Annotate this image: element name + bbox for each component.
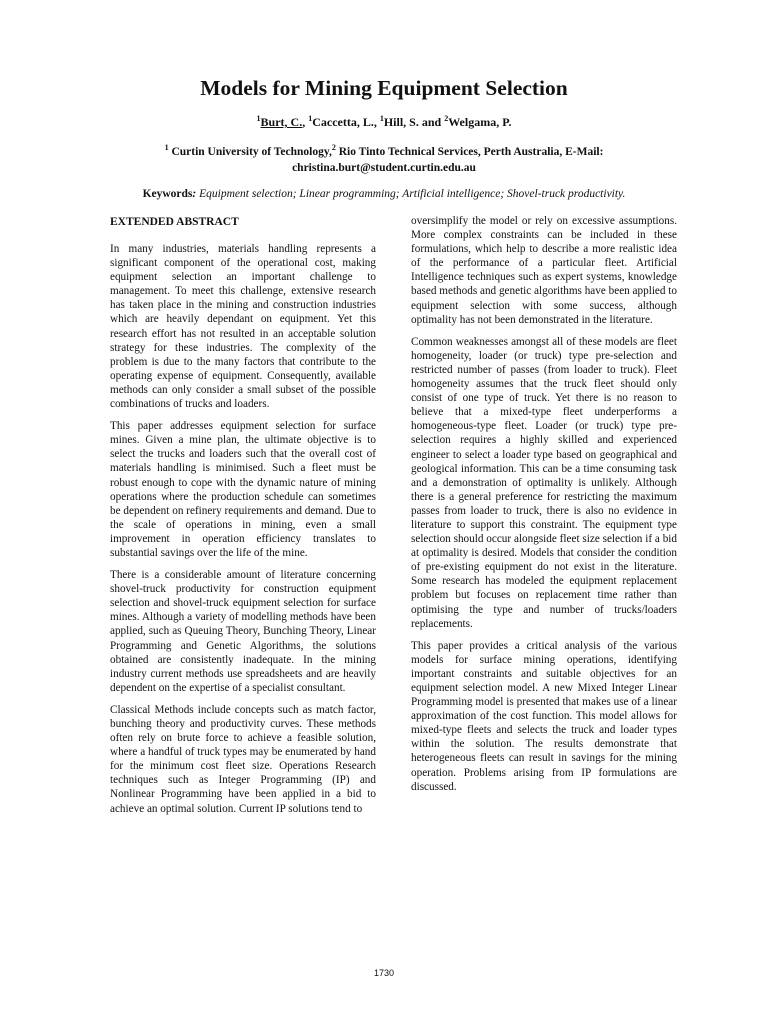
author-email: christina.burt@student.curtin.edu.au	[292, 162, 476, 174]
paragraph: Common weaknesses amongst all of these models are fleet homogeneity, loader (or truck) type pre-selection and restricted number of passes (from loader to truck). Fleet homogeneity assumes that the truck fleet should only consist of one type of truck. Yet there is no reason to believe that a mixed-type fleet underperforms a homogeneous-type fleet. Loader (or truck) type pre-selection requires a highly skilled and experienced engineer to select a loader type based on geographical and geological information. This can be a time consuming task and a demonstration of optimality is unlikely. Although there is a general preference for restricting the maximum passes from loader to truck, there is also no evidence in literature to support this constraint. The equipment type selection should occur alongside fleet size selection if a bid at optimality is desired. Models that consider the condition of pre-existing equipment do not exist in the literature. Some research has modeled the equipment replacement problem but focuses on replacement time rather than optimising the type and number of trucks/loaders replacements.	[411, 335, 677, 630]
author-list	[0, 113, 768, 131]
paragraph: This paper provides a critical analysis of the various models for surface mining operations, identifying important constraints and suitable objectives for an equipment selection model. A new Mixed Integer Linear Programming model is presented that makes use of a linear approximation of the cost function. This model allows for mixed-type fleets and selects the truck and loader types within the solution. The results demonstrate that heterogeneous fleets can result in savings for the mining operation. Problems arising from IP formulations are discussed.	[411, 639, 677, 793]
keywords-text: Equipment selection; Linear programming; Artificial intelligence; Shovel-truck productivity.	[196, 188, 626, 200]
paragraph: oversimplify the model or rely on excessive assumptions. More complex constraints can be included in these formulations, which help to describe a more realistic idea of the performance of a particular fleet. Artificial Intelligence techniques such as expert systems, knowledge based methods and genetic algorithms have been applied to equipment selection with some success, although optimality has not been demonstrated in the literature.	[411, 215, 677, 326]
left-column	[110, 214, 376, 824]
author-1: $^1$Burt, C.,	[256, 114, 309, 129]
page-number: 1730	[373, 968, 395, 978]
paper-title: Models for Mining Equipment Selection	[200, 76, 568, 100]
affiliation: $^1$ Curtin University of Technology,$^2$ Rio Tinto Technical Services, Perth Australia, E-Mail: christina.burt@student.curtin.edu.au	[164, 143, 604, 174]
right-column	[411, 214, 677, 802]
author-4: $^2$Welgama, P.	[444, 114, 512, 129]
keywords-label: Keywords	[142, 188, 193, 200]
author-3: $^1$Hill, S. and	[379, 114, 445, 129]
paragraph: This paper addresses equipment selection for surface mines. Given a mine plan, the ultimate objective is to select the trucks and loaders such that the overall cost of materials handling is minimised. Such a fleet must be robust enough to cope with the dynamic nature of mining operations where the production schedule can sometimes be dependent on refinery requirements and demand. Due to the scale of operations in mining, even a small improvement in operation efficiency translates to substantial savings over the life of the mine.	[110, 420, 376, 559]
paragraph: In many industries, materials handling represents a significant component of the operational cost, making equipment selection an important challenge to management. To meet this challenge, extensive research has taken place in the mining and construction industries which are heavily dependant on equipment. Yet this research effort has not resulted in an acceptable solution strategy for these industries. The complexity of the problem is due to the many factors that contribute to the operating expense of equipment. Consequently, available methods can only consider a small subset of the possible combinations of trucks and loaders.	[110, 243, 376, 411]
paragraph: There is a considerable amount of literature concerning shovel-truck productivity for construction equipment selection and shovel-truck equipment selection for surface mines. Although a variety of modelling methods have been applied, such as Queuing Theory, Bunching Theory, Linear Programming and Genetic Algorithms, the solutions obtained are consistently inadequate. In the mining industry current methods use spreadsheets and are heavily dependent on the expertise of a specialist consultant.	[110, 569, 376, 694]
author-2: $^1$Caccetta, L.,	[308, 114, 380, 129]
keywords: Keywords: Equipment selection; Linear programming; Artificial intelligence; Shovel-truck productivity.	[142, 188, 626, 200]
paragraph: Classical Methods include concepts such as match factor, bunching theory and productivity curves. These methods often rely on brute force to achieve a feasible solution, where a handful of truck types may be enumerated by hand for the minimum cost fleet size. Operations Research techniques such as Integer Programming (IP) and Nonlinear Programming have been applied in a bid to achieve an optimal solution. Current IP solutions tend to	[110, 703, 376, 815]
section-heading: EXTENDED ABSTRACT	[110, 216, 239, 228]
